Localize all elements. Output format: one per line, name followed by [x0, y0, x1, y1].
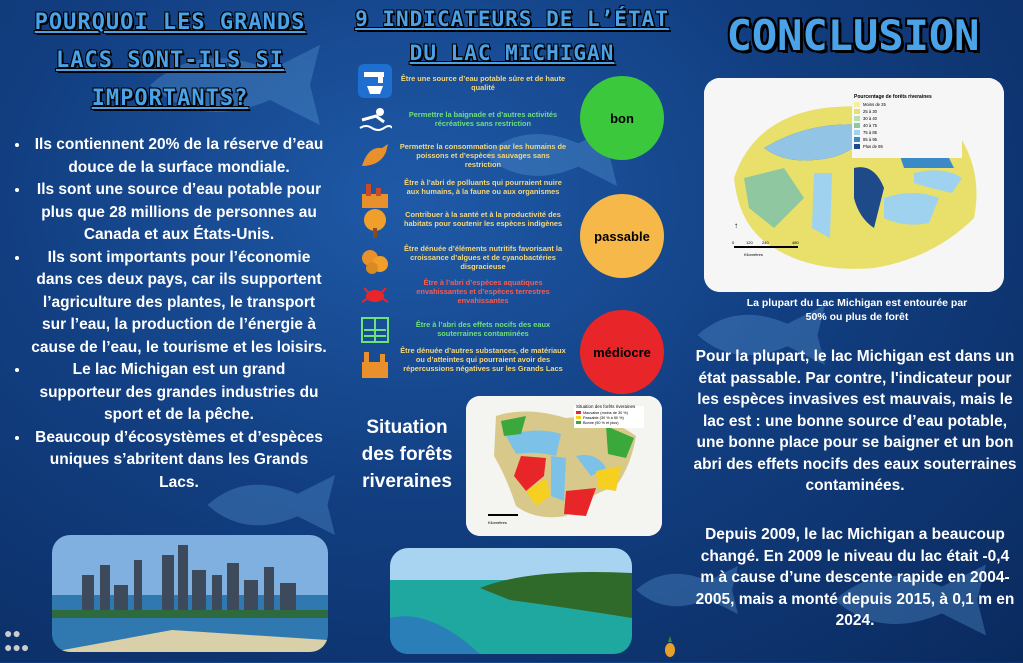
forest-percentage-map — [704, 78, 1004, 292]
list-item: • Ils sont importants pour l’économie dans ces deux pays, car ils supportent l’agriculture des plantes, le transport sur l’eau, la production de l’énergie à cause de l’eau, le tourisme et les loisirs. — [30, 247, 328, 360]
indicator-row — [358, 242, 568, 278]
forest-percentage-legend-item: 75 à 85 — [863, 130, 877, 135]
indicator-text: Permettre la consommation par les humains de poissons et d’espèces sauvages sans restriction — [399, 142, 567, 169]
chicago-skyline-photo — [52, 535, 328, 652]
conclusion-paragraph-2: Depuis 2009, le lac Michigan a beaucoup changé. En 2009 le niveau du lac était -0,4 m à cause d’une descente rapide en 2004-2005, mais a monté depuis 2015, à 0,1 m en 2024. — [695, 526, 1015, 629]
indicator-text: Contribuer à la santé et à la productivité des habitats pour soutenir les espèces indigènes — [403, 210, 563, 228]
left-title: POURQUOI LES GRANDS LACS SONT-ILS SI IMPORTANTS? — [34, 10, 306, 111]
forest-map-legend-item: Passable (30 % à 50 %) — [583, 416, 624, 420]
indicator-text: Être dénuée d’autres substances, de matériaux ou d’atteintes qui pourraient avoir des répercussions négatives sur les Grands Lacs — [400, 346, 566, 373]
forest-percentage-legend-item: 30 à 40 — [863, 116, 877, 121]
industry-icon — [358, 348, 392, 382]
list-item: • Ils sont une source d’eau potable pour plus que 28 millions de personnes au Canada et aux États-Unis. — [30, 179, 328, 247]
tree-icon — [358, 206, 392, 240]
indicator-text: Être à l’abri des effets nocifs des eaux souterraines contaminées — [415, 320, 551, 338]
forest-percentage-legend-item: 85 à 95 — [863, 137, 877, 142]
indicator-text: Être une source d’eau potable sûre et de haute qualité — [400, 74, 566, 92]
forest-map-scale: Kilomètres — [488, 520, 507, 525]
forest-percentage-legend-item: Plus de 95 — [863, 144, 883, 149]
indicator-row — [358, 276, 568, 312]
list-item: • Ils contiennent 20% de la réserve d’eau douce de la surface mondiale. — [30, 134, 328, 179]
lake-shore-photo — [390, 548, 632, 654]
middle-title: 9 INDICATEURS DE L’ÉTAT DU LAC MICHIGAN — [355, 7, 669, 65]
invasive-species-icon — [358, 278, 392, 312]
rating-bon-circle: bon — [580, 76, 664, 160]
list-item: • Beaucoup d’écosystèmes et d’espèces uniques s’abritent dans les Grands Lacs. — [30, 427, 328, 495]
conclusion-title: CONCLUSION — [726, 11, 980, 60]
rating-passable-circle: passable — [580, 194, 664, 278]
groundwater-icon — [358, 312, 392, 346]
indicator-row — [358, 204, 568, 240]
swimmer-icon — [358, 102, 392, 136]
forest-map-legend-item: Bonne (50 % et plus) — [583, 421, 619, 425]
scale-tick: 480 — [792, 240, 799, 245]
indicator-text: Être à l’abri d’espèces aquatiques envahissantes et d’espèces terrestres envahissantes — [416, 278, 550, 305]
importance-list — [8, 134, 328, 494]
indicator-row — [358, 62, 568, 98]
rating-mediocre-circle: médiocre — [580, 310, 664, 394]
forest-percentage-legend-title: Pourcentage de forêts riveraines — [854, 94, 932, 100]
indicator-text: Être à l’abri de polluants qui pourraient nuire aux humains, à la faune ou aux organismes — [404, 178, 562, 196]
indicator-row — [358, 138, 568, 174]
scale-tick: 0 — [732, 240, 735, 245]
raccoon-icons: ●● ●●● — [4, 625, 30, 655]
pineapple-icon — [664, 636, 676, 658]
forest-percentage-legend-item: 25 à 30 — [863, 109, 877, 114]
indicator-text: Permettre la baignade et d’autres activités récréatives sans restriction — [408, 110, 558, 128]
riparian-forest-map — [466, 396, 662, 536]
conclusion-paragraph-1: Pour la plupart, le lac Michigan est dans un état passable. Par contre, l'indicateur pour les espèces invasives est mauvais, mais le lac est : une bonne source d’eau potable, une bonne place pour se baigner et un bon abri des effets nocifs des eaux souterraines contaminées. — [693, 348, 1017, 494]
indicator-row — [358, 310, 568, 346]
fish-icon — [358, 140, 392, 174]
scale-tick: 120 — [746, 240, 753, 245]
indicator-row — [358, 100, 568, 136]
water-tap-icon — [358, 64, 392, 98]
forest-map-legend-title: Situation des forêts riveraines — [576, 404, 636, 409]
scale-tick: 240 — [762, 240, 769, 245]
indicator-text: Être dénuée d’éléments nutritifs favorisant la croissance d’algues et de cyanobactéries disgracieuse — [403, 244, 563, 271]
map-caption: La plupart du Lac Michigan est entourée par 50% ou plus de forêt — [746, 297, 968, 323]
forest-percentage-legend-item: 40 à 75 — [863, 123, 877, 128]
forest-section-title: Situation des forêts riveraines — [361, 417, 453, 492]
map-scale-label: Kilomètres — [744, 252, 763, 257]
indicator-row — [358, 346, 568, 382]
algae-icon — [358, 244, 392, 278]
forest-percentage-legend-item: Moins de 25 — [863, 102, 886, 107]
list-item: • Le lac Michigan est un grand supporteur des grandes industries du sport et de la pêche. — [30, 359, 328, 427]
north-arrow-icon: ↑ — [734, 221, 738, 230]
forest-map-legend-item: Mauvaise (moins de 30 %) — [583, 411, 628, 415]
